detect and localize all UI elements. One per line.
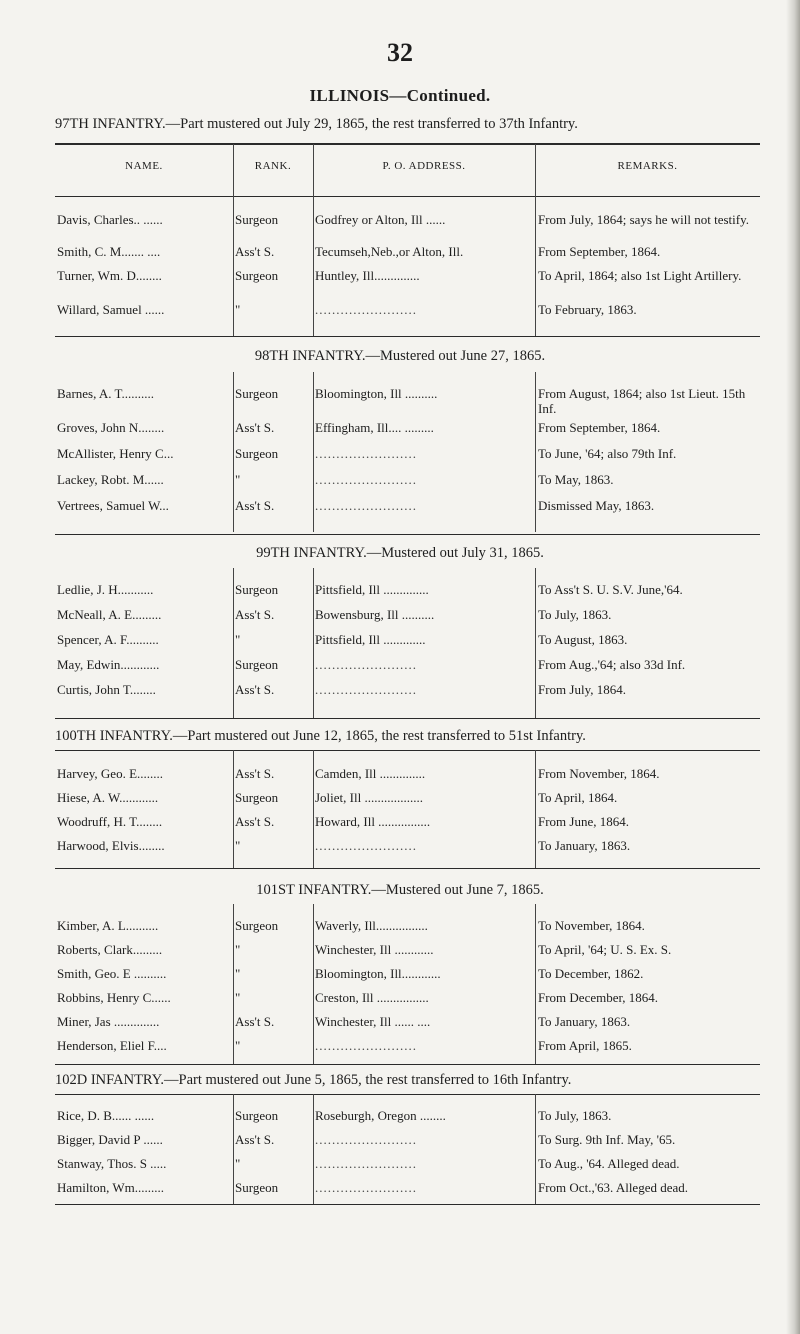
cell-name: Davis, Charles.. ...... <box>57 212 163 227</box>
section-rule <box>55 868 760 869</box>
cell-name: Bigger, David P ...... <box>57 1132 163 1147</box>
table-row <box>55 1156 760 1178</box>
cell-address: Winchester, Ill ............ <box>315 942 434 957</box>
column-divider <box>535 372 536 532</box>
header-rank: RANK. <box>254 160 292 172</box>
cell-address: Joliet, Ill .................. <box>315 790 423 805</box>
table-row <box>55 607 760 629</box>
cell-address: Pittsfield, Ill ............. <box>315 632 426 647</box>
cell-address: Bowensburg, Ill .......... <box>315 607 435 622</box>
cell-name: Smith, Geo. E .......... <box>57 966 167 981</box>
cell-rank: Ass't S. <box>235 607 275 622</box>
cell-address: Bloomington, Ill .......... <box>315 386 438 401</box>
column-headers <box>55 144 760 196</box>
cell-remarks: To November, 1864. <box>538 918 645 933</box>
cell-address: ........................ <box>315 1156 417 1171</box>
cell-remarks: From December, 1864. <box>538 990 659 1005</box>
section-title-101st: 101ST INFANTRY.—Mustered out June 7, 1865. <box>256 882 544 898</box>
cell-name: Vertrees, Samuel W... <box>57 498 169 513</box>
cell-name: Miner, Jas .............. <box>57 1014 160 1029</box>
column-divider <box>535 904 536 1064</box>
table-row <box>55 1108 760 1130</box>
column-divider <box>535 750 536 868</box>
cell-name: Robbins, Henry C...... <box>57 990 171 1005</box>
cell-address: Roseburgh, Oregon ........ <box>315 1108 446 1123</box>
cell-rank: Ass't S. <box>235 766 275 781</box>
cell-name: McAllister, Henry C... <box>57 446 174 461</box>
cell-address: ........................ <box>315 1132 417 1147</box>
cell-remarks: To Ass't S. U. S.V. June,'64. <box>538 582 683 597</box>
section-rule <box>55 534 760 535</box>
cell-address: ........................ <box>315 446 417 461</box>
cell-name: Ledlie, J. H........... <box>57 582 154 597</box>
cell-remarks: Dismissed May, 1863. <box>538 498 655 513</box>
cell-address: Waverly, Ill................ <box>315 918 428 933</box>
cell-rank: Surgeon <box>235 212 279 227</box>
column-divider <box>313 1094 314 1204</box>
column-divider <box>233 904 234 1064</box>
cell-rank: Surgeon <box>235 268 279 283</box>
cell-rank: Surgeon <box>235 386 279 401</box>
cell-rank: Surgeon <box>235 446 279 461</box>
section-rule <box>55 1094 760 1095</box>
cell-address: ........................ <box>315 657 417 672</box>
table-row <box>55 446 760 468</box>
header-divider <box>535 144 536 196</box>
cell-remarks: From September, 1864. <box>538 420 661 435</box>
cell-remarks: To July, 1863. <box>538 607 612 622</box>
table-row <box>55 212 760 234</box>
header-address: P. O. ADDRESS. <box>382 160 466 172</box>
column-divider <box>313 372 314 532</box>
cell-rank: Ass't S. <box>235 420 275 435</box>
cell-rank: Ass't S. <box>235 814 275 829</box>
cell-rank: Ass't S. <box>235 1132 275 1147</box>
column-divider <box>233 372 234 532</box>
table-99th <box>55 582 760 712</box>
section-rule <box>55 1204 760 1205</box>
cell-rank: Ass't S. <box>235 244 275 259</box>
cell-name: Harwood, Elvis........ <box>57 838 165 853</box>
cell-address: Bloomington, Ill............ <box>315 966 441 981</box>
cell-remarks: To February, 1863. <box>538 302 637 317</box>
cell-rank: " <box>235 838 241 853</box>
cell-rank: Surgeon <box>235 657 279 672</box>
cell-remarks: From November, 1864. <box>538 766 660 781</box>
cell-address: ........................ <box>315 682 417 697</box>
cell-remarks: From April, 1865. <box>538 1038 632 1053</box>
table-row <box>55 682 760 704</box>
cell-address: Tecumseh,Neb.,or Alton, Ill. <box>315 244 464 259</box>
cell-name: Hamilton, Wm......... <box>57 1180 165 1195</box>
cell-name: Roberts, Clark......... <box>57 942 163 957</box>
table-row <box>55 1014 760 1036</box>
cell-address: Effingham, Ill.... ......... <box>315 420 434 435</box>
cell-remarks: From Aug.,'64; also 33d Inf. <box>538 657 686 672</box>
column-divider <box>233 1094 234 1204</box>
cell-name: Groves, John N........ <box>57 420 165 435</box>
cell-name: Rice, D. B...... ...... <box>57 1108 155 1123</box>
cell-name: Woodruff, H. T........ <box>57 814 163 829</box>
cell-rank: " <box>235 1156 241 1171</box>
state-heading: ILLINOIS—Continued. <box>309 86 491 105</box>
table-row <box>55 302 760 324</box>
cell-name: Spencer, A. F.......... <box>57 632 159 647</box>
cell-remarks: To May, 1863. <box>538 472 614 487</box>
cell-name: McNeall, A. E......... <box>57 607 162 622</box>
header-divider <box>233 144 234 196</box>
cell-name: Henderson, Eliel F.... <box>57 1038 167 1053</box>
cell-name: May, Edwin............ <box>57 657 160 672</box>
cell-rank: " <box>235 632 241 647</box>
cell-remarks: To December, 1862. <box>538 966 644 981</box>
column-divider <box>313 750 314 868</box>
cell-rank: Surgeon <box>235 1180 279 1195</box>
cell-name: Kimber, A. L.......... <box>57 918 159 933</box>
cell-name: Hiese, A. W............ <box>57 790 159 805</box>
section-title-97th: 97TH INFANTRY.—Part mustered out July 29, 1865, the rest transferred to 37th Infantry. <box>55 116 578 132</box>
cell-rank: " <box>235 472 241 487</box>
cell-rank: " <box>235 942 241 957</box>
table-row <box>55 472 760 494</box>
cell-address: Camden, Ill .............. <box>315 766 426 781</box>
section-rule <box>55 750 760 751</box>
cell-rank: Ass't S. <box>235 1014 275 1029</box>
cell-address: Pittsfield, Ill .............. <box>315 582 429 597</box>
column-divider <box>313 568 314 718</box>
cell-remarks: To April, '64; U. S. Ex. S. <box>538 942 672 957</box>
cell-remarks: To Aug., '64. Alleged dead. <box>538 1156 680 1171</box>
table-row <box>55 838 760 860</box>
cell-remarks: From July, 1864. <box>538 682 626 697</box>
table-101st <box>55 918 760 1068</box>
table-row <box>55 498 760 520</box>
cell-name: Harvey, Geo. E........ <box>57 766 164 781</box>
table-row <box>55 386 760 416</box>
cell-remarks: From Oct.,'63. Alleged dead. <box>538 1180 689 1195</box>
page-edge-shadow <box>786 0 800 1334</box>
table-row <box>55 790 760 812</box>
column-divider <box>313 196 314 336</box>
cell-rank: Ass't S. <box>235 498 275 513</box>
table-row <box>55 990 760 1012</box>
table-98th <box>55 386 760 526</box>
section-rule <box>55 1064 760 1065</box>
section-rule <box>55 718 760 719</box>
cell-remarks: To August, 1863. <box>538 632 628 647</box>
table-row <box>55 420 760 442</box>
cell-remarks: From July, 1864; says he will not testify. <box>538 212 750 227</box>
cell-remarks: From September, 1864. <box>538 244 661 259</box>
column-divider <box>233 568 234 718</box>
column-divider <box>313 904 314 1064</box>
table-row <box>55 244 760 266</box>
cell-address: ........................ <box>315 1180 417 1195</box>
cell-name: Turner, Wm. D........ <box>57 268 162 283</box>
cell-rank: " <box>235 966 241 981</box>
cell-remarks: To July, 1863. <box>538 1108 612 1123</box>
cell-name: Lackey, Robt. M...... <box>57 472 164 487</box>
table-row <box>55 1132 760 1154</box>
section-title-98th: 98TH INFANTRY.—Mustered out June 27, 1865. <box>254 348 546 364</box>
table-row <box>55 632 760 654</box>
table-102d <box>55 1108 760 1208</box>
cell-address: ........................ <box>315 472 417 487</box>
section-title-100th: 100TH INFANTRY.—Part mustered out June 12, 1865, the rest transferred to 51st Infantry. <box>55 728 586 744</box>
cell-name: Curtis, John T........ <box>57 682 156 697</box>
cell-remarks: To April, 1864. <box>538 790 618 805</box>
column-divider <box>535 1094 536 1204</box>
table-row <box>55 942 760 964</box>
table-row <box>55 657 760 679</box>
cell-rank: " <box>235 990 241 1005</box>
cell-name: Stanway, Thos. S ..... <box>57 1156 167 1171</box>
cell-rank: " <box>235 302 241 317</box>
table-row <box>55 766 760 788</box>
cell-address: Godfrey or Alton, Ill ...... <box>315 212 446 227</box>
table-row <box>55 1038 760 1060</box>
cell-rank: Ass't S. <box>235 682 275 697</box>
section-rule <box>55 336 760 337</box>
cell-address: Huntley, Ill.............. <box>315 268 420 283</box>
cell-rank: Surgeon <box>235 918 279 933</box>
table-row <box>55 582 760 604</box>
cell-rank: Surgeon <box>235 1108 279 1123</box>
cell-remarks: From August, 1864; also 1st Lieut. 15th Inf. <box>538 386 746 416</box>
column-divider <box>535 196 536 336</box>
cell-remarks: To Surg. 9th Inf. May, '65. <box>538 1132 676 1147</box>
header-name: NAME. <box>125 160 163 172</box>
cell-address: ........................ <box>315 838 417 853</box>
cell-name: Barnes, A. T.......... <box>57 386 155 401</box>
table-row <box>55 268 760 290</box>
cell-remarks: To June, '64; also 79th Inf. <box>538 446 677 461</box>
cell-rank: " <box>235 1038 241 1053</box>
cell-address: Howard, Ill ................ <box>315 814 431 829</box>
table-row <box>55 966 760 988</box>
column-divider <box>535 568 536 718</box>
table-row <box>55 1180 760 1202</box>
cell-remarks: To January, 1863. <box>538 1014 631 1029</box>
cell-address: Creston, Ill ................ <box>315 990 429 1005</box>
column-divider <box>233 196 234 336</box>
table-97th <box>55 212 760 332</box>
cell-address: ........................ <box>315 302 417 317</box>
column-divider <box>233 750 234 868</box>
cell-name: Smith, C. M....... .... <box>57 244 161 259</box>
table-row <box>55 918 760 940</box>
cell-remarks: To April, 1864; also 1st Light Artillery. <box>538 268 742 283</box>
cell-rank: Surgeon <box>235 582 279 597</box>
cell-remarks: From June, 1864. <box>538 814 629 829</box>
cell-address: Winchester, Ill ...... .... <box>315 1014 431 1029</box>
section-title-99th: 99TH INFANTRY.—Mustered out July 31, 1865. <box>256 545 544 561</box>
header-remarks: REMARKS. <box>617 160 678 172</box>
header-divider <box>313 144 314 196</box>
table-row <box>55 814 760 836</box>
table-100th <box>55 766 760 866</box>
cell-rank: Surgeon <box>235 790 279 805</box>
page-number: 32 <box>387 38 413 67</box>
cell-address: ........................ <box>315 1038 417 1053</box>
header-bottom-rule <box>55 196 760 197</box>
cell-remarks: To January, 1863. <box>538 838 631 853</box>
section-title-102d: 102D INFANTRY.—Part mustered out June 5, 1865, the rest transferred to 16th Infantry. <box>55 1072 572 1088</box>
cell-name: Willard, Samuel ...... <box>57 302 165 317</box>
cell-address: ........................ <box>315 498 417 513</box>
